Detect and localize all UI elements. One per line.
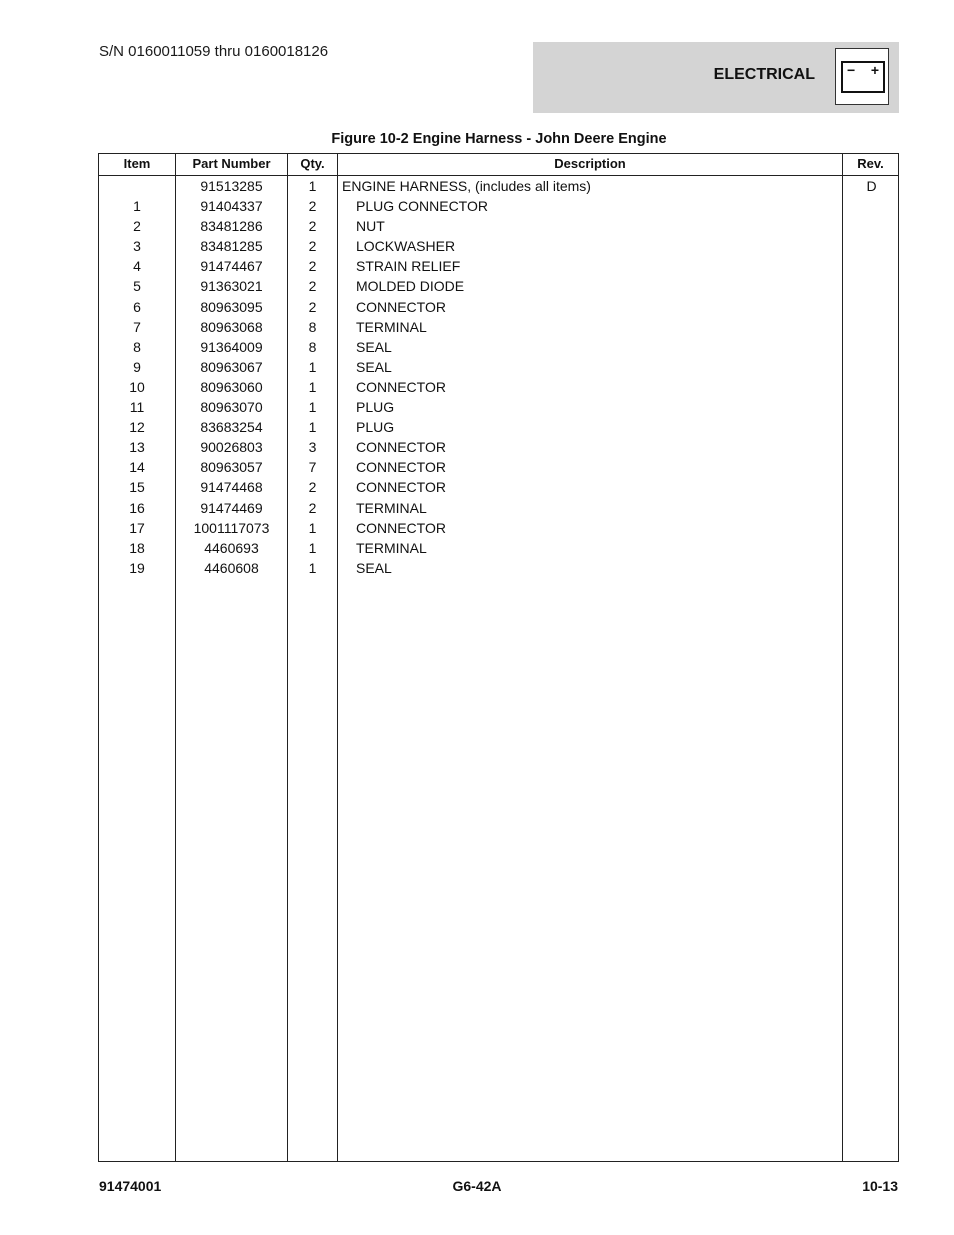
column-header-part-number: Part Number bbox=[192, 156, 271, 171]
part-number-cell: 91474469 bbox=[200, 499, 263, 516]
table-row bbox=[99, 276, 898, 296]
description-cell: STRAIN RELIEF bbox=[356, 258, 461, 275]
item-cell: 19 bbox=[129, 559, 145, 576]
description-cell: PLUG CONNECTOR bbox=[356, 198, 488, 215]
table-row bbox=[99, 498, 898, 518]
table-body bbox=[99, 176, 898, 578]
part-number-cell: 90026803 bbox=[200, 439, 263, 456]
table-row bbox=[99, 256, 898, 276]
qty-cell: 1 bbox=[308, 358, 317, 375]
qty-cell: 8 bbox=[308, 338, 317, 355]
column-header-qty: Qty. bbox=[300, 156, 325, 171]
description-cell: PLUG bbox=[356, 419, 395, 436]
part-number-cell: 4460693 bbox=[204, 539, 259, 556]
section-title: ELECTRICAL bbox=[713, 66, 815, 83]
rev-cell: D bbox=[866, 178, 877, 194]
part-number-cell: 80963070 bbox=[200, 399, 263, 416]
qty-cell: 2 bbox=[308, 198, 317, 215]
table-row bbox=[99, 377, 898, 397]
description-cell: CONNECTOR bbox=[356, 519, 446, 536]
battery-body bbox=[841, 61, 885, 93]
qty-cell: 8 bbox=[308, 318, 317, 335]
qty-cell: 2 bbox=[308, 238, 317, 255]
description-cell: LOCKWASHER bbox=[356, 238, 456, 255]
description-cell: CONNECTOR bbox=[356, 378, 446, 395]
parts-table bbox=[98, 153, 899, 1162]
column-header-rev: Rev. bbox=[857, 156, 884, 171]
part-number-cell: 83481285 bbox=[200, 238, 263, 255]
battery-plus-sign: + bbox=[870, 62, 879, 78]
part-number-cell: 1001117073 bbox=[193, 519, 270, 536]
qty-cell: 2 bbox=[308, 298, 317, 315]
item-cell: 10 bbox=[129, 378, 145, 395]
qty-cell: 1 bbox=[308, 178, 317, 194]
table-row bbox=[99, 216, 898, 236]
battery-minus-sign: − bbox=[847, 62, 856, 78]
description-cell: CONNECTOR bbox=[356, 439, 446, 456]
description-cell: TERMINAL bbox=[356, 499, 427, 516]
item-cell: 4 bbox=[133, 258, 141, 275]
qty-cell: 3 bbox=[308, 439, 317, 456]
table-row bbox=[99, 236, 898, 256]
part-number-cell: 80963060 bbox=[200, 378, 263, 395]
footer-page-number: 10-13 bbox=[862, 1178, 898, 1194]
section-tab bbox=[533, 42, 899, 113]
item-cell: 15 bbox=[129, 479, 145, 496]
description-cell: TERMINAL bbox=[356, 539, 427, 556]
table-row bbox=[99, 558, 898, 578]
figure-title: Figure 10-2 Engine Harness - John Deere Engine bbox=[331, 131, 667, 147]
qty-cell: 1 bbox=[308, 559, 317, 576]
table-row bbox=[99, 337, 898, 357]
table-row bbox=[99, 176, 898, 196]
item-cell: 1 bbox=[133, 198, 141, 215]
item-cell: 16 bbox=[129, 499, 145, 516]
table-row bbox=[99, 417, 898, 437]
description-cell: ENGINE HARNESS, (includes all items) bbox=[342, 178, 591, 194]
part-number-cell: 80963067 bbox=[200, 358, 263, 375]
description-cell: SEAL bbox=[356, 559, 392, 576]
part-number-cell: 80963057 bbox=[200, 459, 263, 476]
table-row bbox=[99, 397, 898, 417]
item-cell: 18 bbox=[129, 539, 145, 556]
qty-cell: 7 bbox=[308, 459, 317, 476]
table-row bbox=[99, 477, 898, 497]
qty-cell: 2 bbox=[308, 479, 317, 496]
table-row bbox=[99, 457, 898, 477]
table-row bbox=[99, 196, 898, 216]
part-number-cell: 91474468 bbox=[200, 479, 263, 496]
qty-cell: 2 bbox=[308, 499, 317, 516]
item-cell: 14 bbox=[129, 459, 145, 476]
table-row bbox=[99, 297, 898, 317]
part-number-cell: 91474467 bbox=[200, 258, 263, 275]
item-cell: 12 bbox=[129, 419, 145, 436]
table-row bbox=[99, 317, 898, 337]
qty-cell: 2 bbox=[308, 258, 317, 275]
item-cell: 7 bbox=[133, 318, 141, 335]
description-cell: SEAL bbox=[356, 338, 392, 355]
description-cell: SEAL bbox=[356, 358, 392, 375]
qty-cell: 2 bbox=[308, 218, 317, 235]
part-number-cell: 91363021 bbox=[200, 278, 263, 295]
part-number-cell: 83481286 bbox=[200, 218, 263, 235]
part-number-cell: 83683254 bbox=[200, 419, 263, 436]
qty-cell: 1 bbox=[308, 519, 317, 536]
item-cell: 11 bbox=[129, 399, 145, 416]
description-cell: NUT bbox=[356, 218, 385, 235]
part-number-cell: 91364009 bbox=[200, 338, 263, 355]
item-cell: 9 bbox=[133, 358, 141, 375]
table-row bbox=[99, 437, 898, 457]
description-cell: CONNECTOR bbox=[356, 479, 446, 496]
table-row bbox=[99, 357, 898, 377]
column-header-description: Description bbox=[554, 156, 626, 171]
item-cell: 6 bbox=[133, 298, 141, 315]
part-number-cell: 80963068 bbox=[200, 318, 263, 335]
table-row bbox=[99, 518, 898, 538]
column-header-item: Item bbox=[123, 156, 151, 171]
item-cell: 13 bbox=[129, 439, 145, 456]
qty-cell: 1 bbox=[308, 539, 317, 556]
qty-cell: 1 bbox=[308, 419, 317, 436]
table-row bbox=[99, 538, 898, 558]
serial-number-range: S/N 0160011059 thru 0160018126 bbox=[99, 43, 329, 60]
description-cell: MOLDED DIODE bbox=[356, 278, 465, 295]
qty-cell: 1 bbox=[308, 378, 317, 395]
battery-icon bbox=[835, 48, 889, 105]
item-cell: 17 bbox=[129, 519, 145, 536]
qty-cell: 2 bbox=[308, 278, 317, 295]
part-number-cell: 4460608 bbox=[204, 559, 259, 576]
item-cell: 2 bbox=[133, 218, 141, 235]
footer-part-number: 91474001 bbox=[99, 1178, 162, 1194]
part-number-cell: 91513285 bbox=[200, 178, 263, 194]
description-cell: CONNECTOR bbox=[356, 459, 446, 476]
qty-cell: 1 bbox=[308, 399, 317, 416]
description-cell: CONNECTOR bbox=[356, 298, 446, 315]
footer-model: G6-42A bbox=[452, 1178, 502, 1194]
description-cell: PLUG bbox=[356, 399, 395, 416]
description-cell: TERMINAL bbox=[356, 318, 427, 335]
item-cell: 3 bbox=[133, 238, 141, 255]
part-number-cell: 91404337 bbox=[200, 198, 263, 215]
part-number-cell: 80963095 bbox=[200, 298, 263, 315]
item-cell: 8 bbox=[133, 338, 141, 355]
item-cell: 5 bbox=[133, 278, 141, 295]
